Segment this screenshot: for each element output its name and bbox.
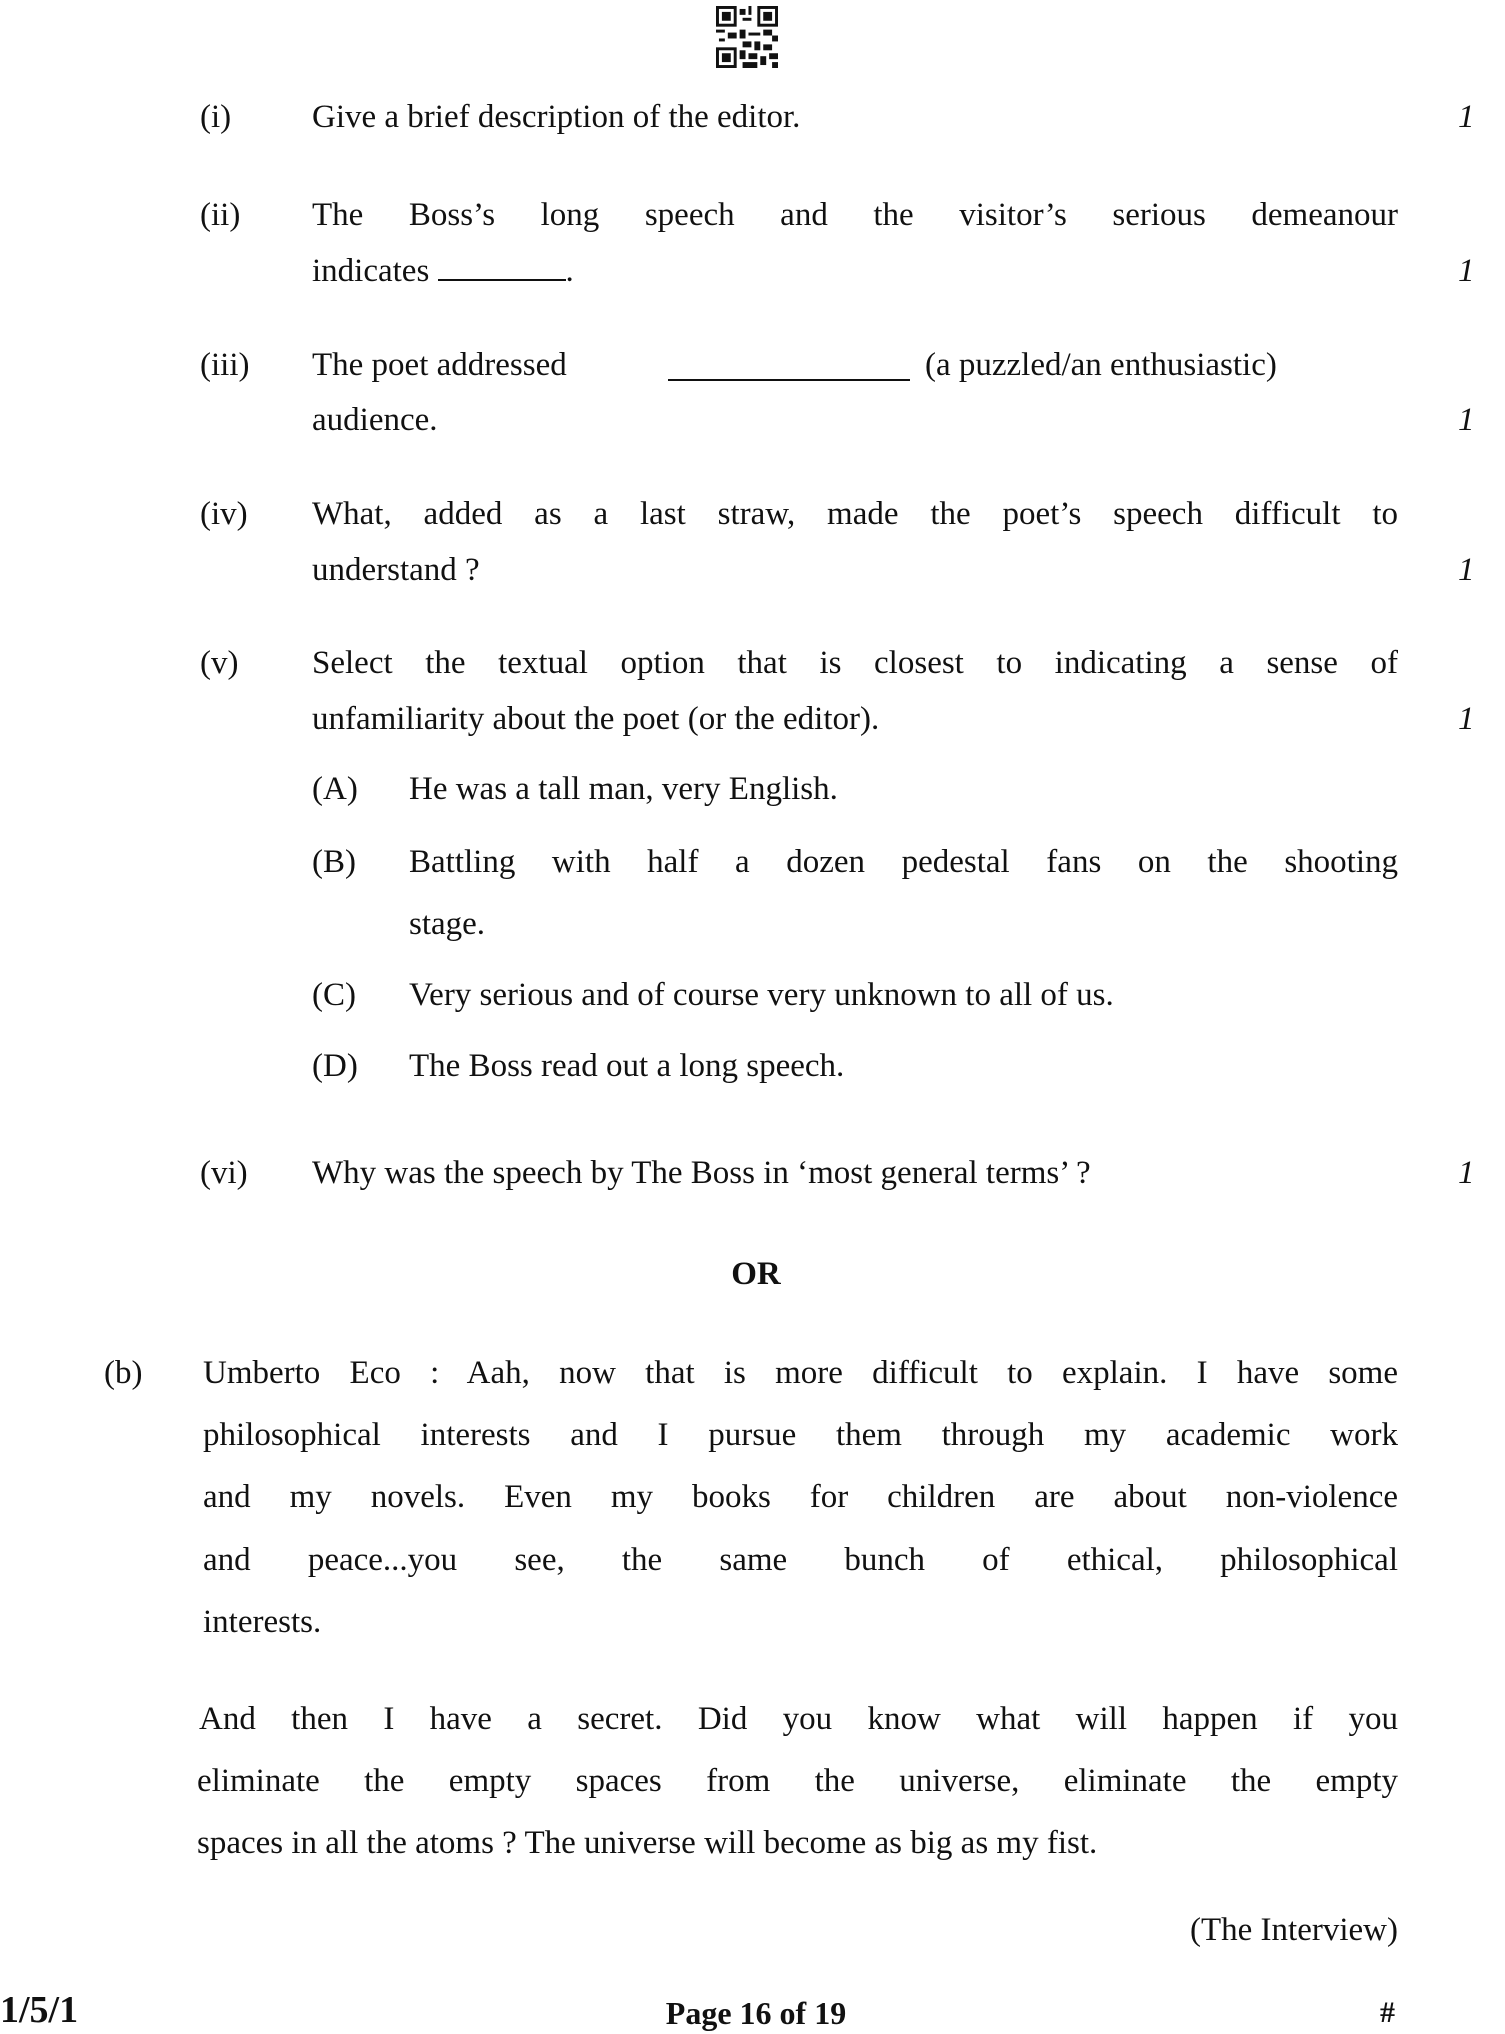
or-heading: OR [731,1256,781,1292]
answer-blank [668,353,910,381]
passage-line: Umberto Eco : Aah, now that is more difficult to explain. I have some [203,1355,1398,1391]
question-text: The Boss’s long speech and the visitor’s serious demeanour [312,197,1398,233]
question-text: understand ? [312,552,480,588]
option-label: (A) [312,771,358,807]
question-marks: 1 [1458,253,1475,289]
punctuation: . [565,253,574,289]
question-label: (ii) [200,197,241,233]
passage-line: philosophical interests and I pursue them through my academic work [203,1417,1398,1453]
question-text-line [312,251,574,291]
question-text: What, added as a last straw, made the poet’s speech difficult to [312,496,1398,532]
question-text: (a puzzled/an enthusiastic) [925,347,1277,383]
question-marks: 1 [1458,1155,1475,1191]
question-label: (v) [200,645,239,681]
option-label: (C) [312,977,356,1013]
passage-line: And then I have a secret. Did you know what will happen if you [199,1701,1398,1737]
question-text: audience. [312,402,438,438]
passage-line: interests. [203,1604,322,1640]
passage-line: eliminate the empty spaces from the universe, eliminate the empty [197,1763,1398,1799]
question-text: Select the textual option that is closest to indicating a sense of [312,645,1398,681]
option-text: He was a tall man, very English. [409,771,838,807]
question-label: (iv) [200,496,248,532]
qr-code-icon [716,6,778,68]
question-text: indicates [312,253,430,289]
question-text: The poet addressed [312,347,567,383]
question-marks: 1 [1458,402,1475,438]
question-marks: 1 [1458,701,1475,737]
question-text: Why was the speech by The Boss in ‘most general terms’ ? [312,1155,1091,1191]
paper-code: 1/5/1 [0,1989,79,2031]
option-text: Battling with half a dozen pedestal fans on the shooting [409,844,1398,880]
page-number: Page 16 of 19 [665,1995,847,2031]
option-text: stage. [409,906,486,942]
option-label: (B) [312,844,356,880]
question-label: (vi) [200,1155,248,1191]
part-label: (b) [104,1355,143,1391]
option-text: The Boss read out a long speech. [409,1048,845,1084]
answer-blank [438,253,566,281]
passage-line: and my novels. Even my books for children are about non-violence [203,1479,1398,1515]
passage-line: spaces in all the atoms ? The universe will become as big as my fist. [197,1825,1098,1861]
question-marks: 1 [1458,99,1475,135]
question-marks: 1 [1458,552,1475,588]
question-text: Give a brief description of the editor. [312,99,801,135]
question-label: (iii) [200,347,250,383]
hash-mark: # [1380,1996,1395,2029]
passage-line: and peace...you see, the same bunch of ethical, philosophical [203,1542,1398,1578]
option-text: Very serious and of course very unknown to all of us. [409,977,1114,1013]
question-label: (i) [200,99,232,135]
option-label: (D) [312,1048,358,1084]
question-text: unfamiliarity about the poet (or the editor). [312,701,880,737]
passage-source: (The Interview) [1190,1912,1398,1948]
